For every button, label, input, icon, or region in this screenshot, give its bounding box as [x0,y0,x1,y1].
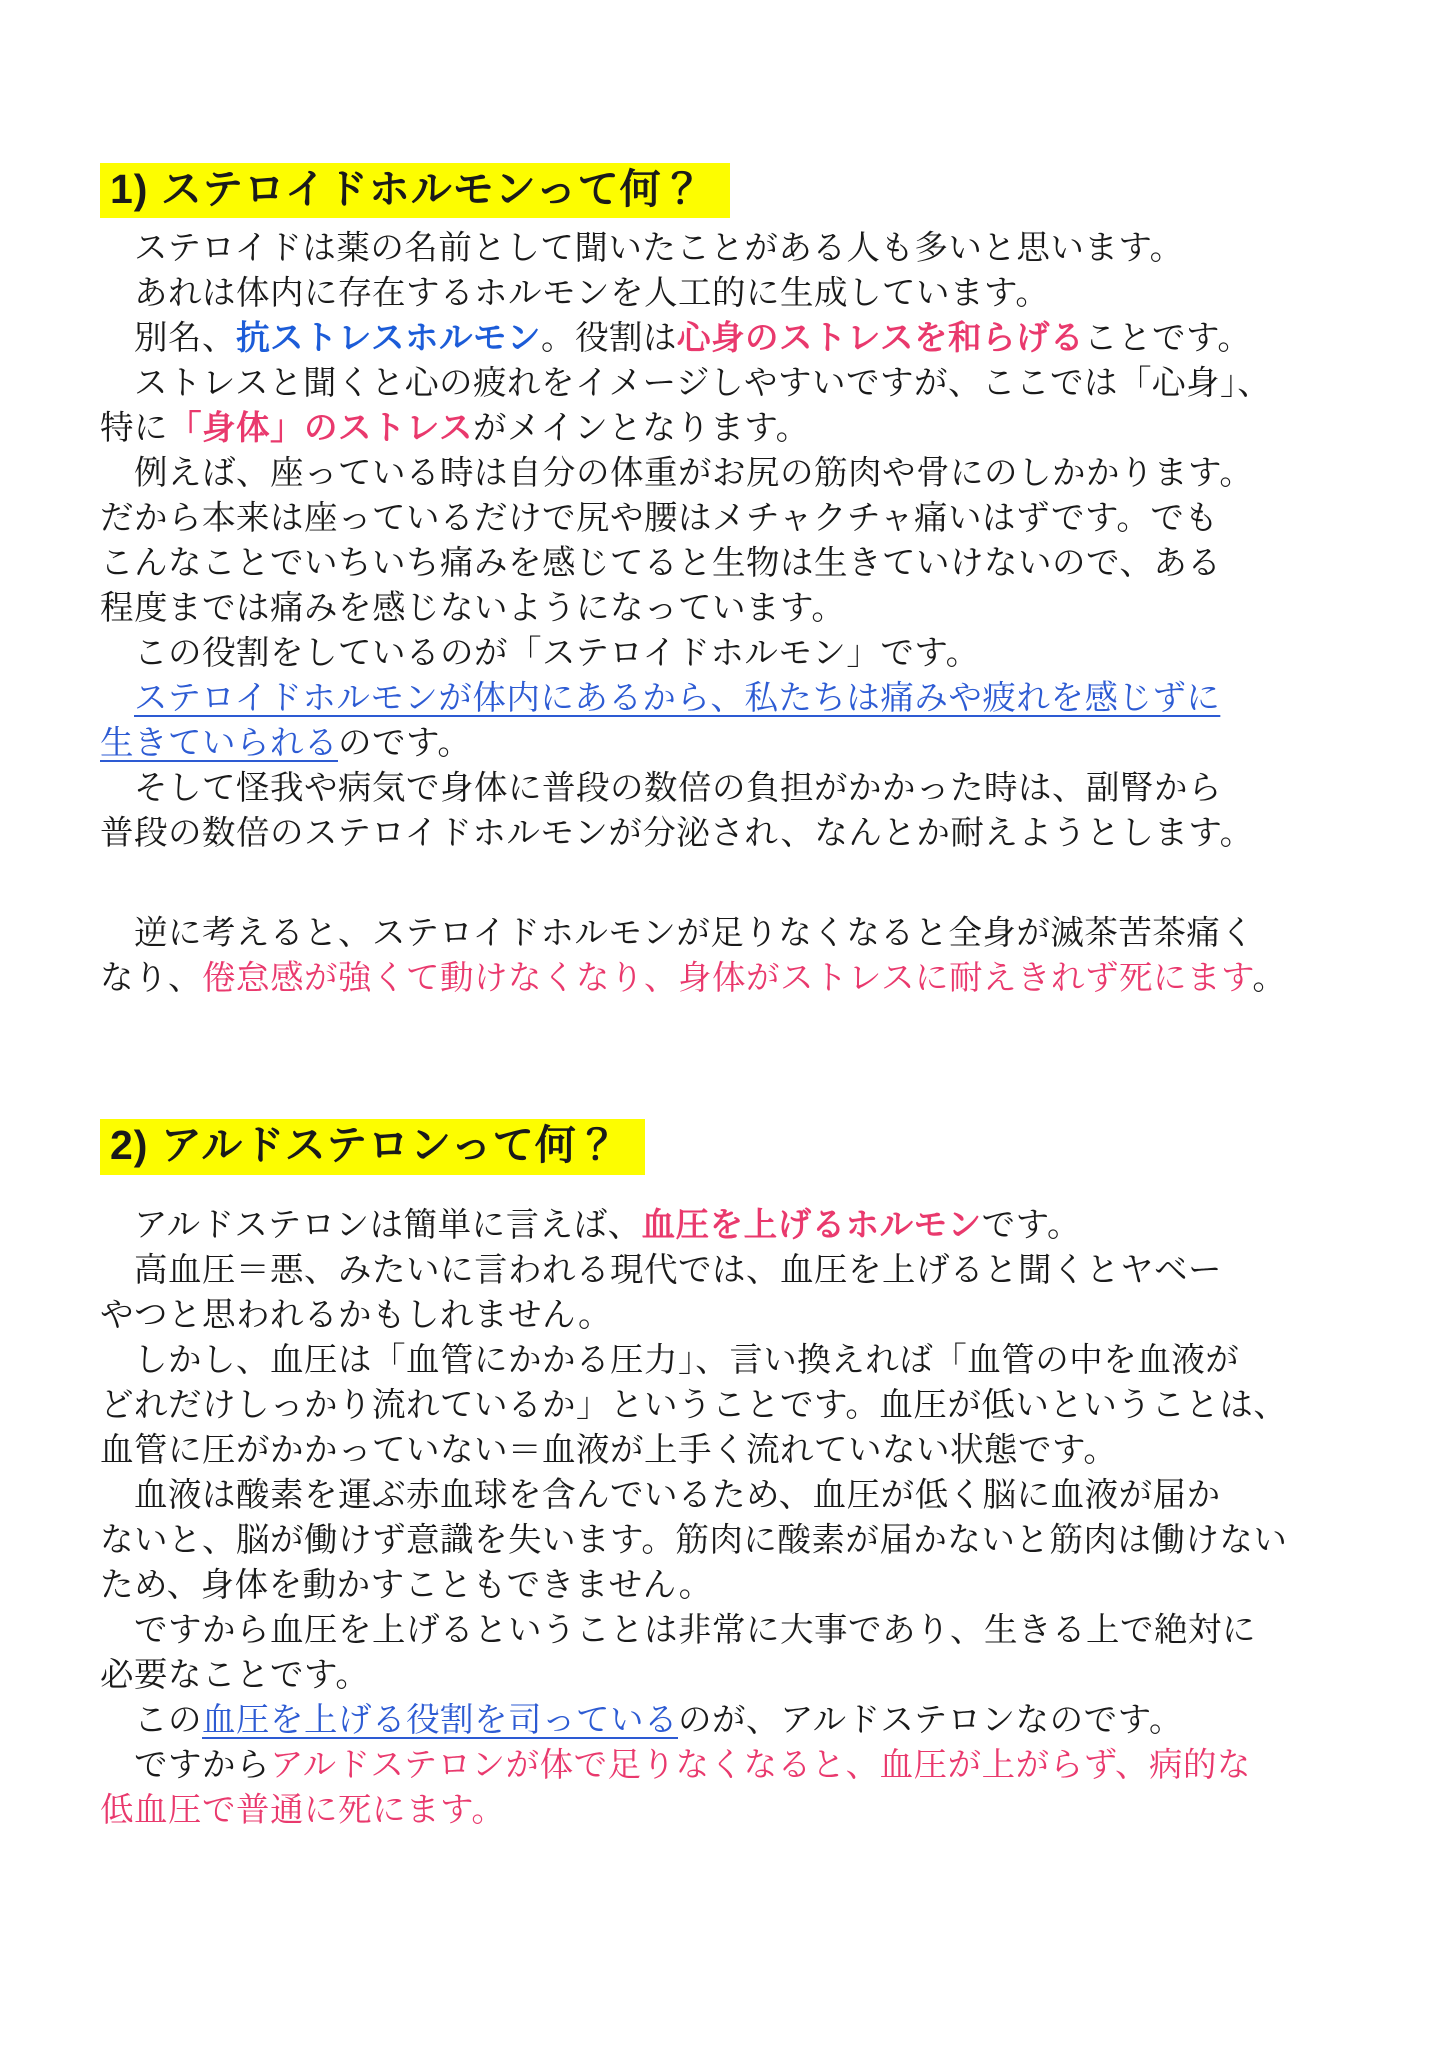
text-line [100,1473,1420,1518]
text-line [100,226,1420,271]
inline-link[interactable]: 血圧を上げる役割を司っている [202,1701,678,1739]
text-run: 倦怠感が強くて動けなくなり、身体がストレスに耐えきれず死にます [202,960,1253,998]
text-line [100,1698,1420,1743]
section-aldosterone [100,1119,1420,1832]
text-line [100,956,1420,1001]
text-run: ないと、脳が働けず意識を失います。筋肉に酸素が届かないと筋肉は働けない [100,1521,1288,1559]
text-line [100,451,1420,496]
text-line [100,1203,1420,1248]
text-line [100,1338,1420,1383]
text-run: 抗ストレスホルモン [236,320,541,358]
text-line [100,1518,1420,1563]
text-line [100,1248,1420,1293]
text-run: この [100,1701,202,1739]
text-run: がメインとなります。 [473,410,810,448]
text-run: アルドステロンは簡単に言えば、 [100,1206,642,1244]
text-run: ですから [100,1746,270,1784]
text-run: しかし、血圧は「血管にかかる圧力」、言い換えれば「血管の中を血液が [100,1341,1240,1379]
text-line [100,1743,1420,1788]
text-run: 逆に考えると、ステロイドホルモンが足りなくなると全身が滅茶苦茶痛く [100,915,1255,953]
text-line [100,1293,1420,1338]
text-run: 低血圧で普通に死にます。 [100,1791,506,1829]
document-page [100,163,1420,1833]
text-run: 例えば、座っている時は自分の体重がお尻の筋肉や骨にのしかかります。 [100,455,1254,493]
text-run: のが、アルドステロンなのです。 [678,1701,1183,1739]
text-line [100,271,1420,316]
text-run: 必要なことです。 [100,1656,370,1694]
text-run: 特に [100,410,168,448]
text-line [100,1608,1420,1653]
text-run: 程度までは痛みを感じないようになっています。 [100,590,846,628]
text-run: 「身体」のストレス [168,410,473,448]
text-run: アルドステロンが体で足りなくなると、血圧が上がらず、病的な [270,1746,1251,1784]
text-run: のです。 [338,725,472,763]
text-line [100,406,1420,451]
text-run: 普段の数倍のステロイドホルモンが分泌され、なんとか耐えようとします。 [100,815,1254,853]
text-run: ですから血圧を上げるということは非常に大事であり、生きる上で絶対に [100,1611,1256,1649]
text-run: 高血圧＝悪、みたいに言われる現代では、血圧を上げると聞くとヤベー [100,1251,1222,1289]
text-run: 。役割は [541,320,677,358]
text-line [100,766,1420,811]
text-run: なり、 [100,960,202,998]
inline-link[interactable]: ステロイドホルモンが体内にあるから、私たちは痛みや疲れを感じずに [134,680,1221,718]
text-line [100,676,1420,721]
text-line [100,1383,1420,1428]
text-run: こんなことでいちいち痛みを感じてると生物は生きていけないので、ある [100,545,1222,583]
text-run: やつと思われるかもしれません。 [100,1296,613,1334]
text-run: ステロイドは薬の名前として聞いたことがある人も多いと思います。 [100,230,1184,268]
text-run: 別名、 [100,320,236,358]
text-run: 心身のストレスを和らげる [677,320,1084,358]
text-run: 血管に圧がかかっていない＝血液が上手く流れていない状態です。 [100,1431,1118,1469]
text-line [100,1428,1420,1473]
text-run: だから本来は座っているだけで尻や腰はメチャクチャ痛いはずです。でも [100,500,1219,538]
text-run: ため、身体を動かすこともできません。 [100,1566,713,1604]
text-line [100,1788,1420,1833]
text-line [100,721,1420,766]
text-line [100,811,1420,856]
text-line [100,586,1420,631]
section-steroid-hormone [100,163,1420,1001]
text-line [100,1563,1420,1608]
section-2-body [100,1203,1420,1833]
text-run: 血圧を上げるホルモン [641,1206,982,1244]
text-line [100,361,1420,406]
text-run: です。 [981,1206,1081,1244]
inline-link[interactable]: 生きていられる [100,725,338,763]
text-run: どれだけしっかり流れているか」ということです。血圧が低いということは、 [100,1386,1288,1424]
section-2-heading: 2) アルドステロンって何？ [100,1119,645,1174]
section-1-body [100,226,1420,1001]
text-run: あれは体内に存在するホルモンを人工的に生成しています。 [100,275,1050,313]
text-line [100,1653,1420,1698]
text-run: 血液は酸素を運ぶ赤血球を含んでいるため、血圧が低く脳に血液が届か [100,1476,1221,1514]
text-line [100,911,1420,956]
text-line [100,541,1420,586]
text-run [100,680,134,717]
text-line [100,496,1420,541]
section-1-heading: 1) ステロイドホルモンって何？ [100,163,730,218]
text-run: ストレスと聞くと心の疲れをイメージしやすいですが、ここでは「心身」、 [100,365,1272,403]
text-line [100,316,1420,361]
text-line [100,631,1420,676]
text-run: この役割をしているのが「ステロイドホルモン」です。 [100,635,980,673]
text-run: 。 [1252,960,1287,998]
blank-line [100,856,1420,911]
text-run: そして怪我や病気で身体に普段の数倍の負担がかかった時は、副腎から [100,770,1222,808]
text-run: ことです。 [1084,320,1252,358]
